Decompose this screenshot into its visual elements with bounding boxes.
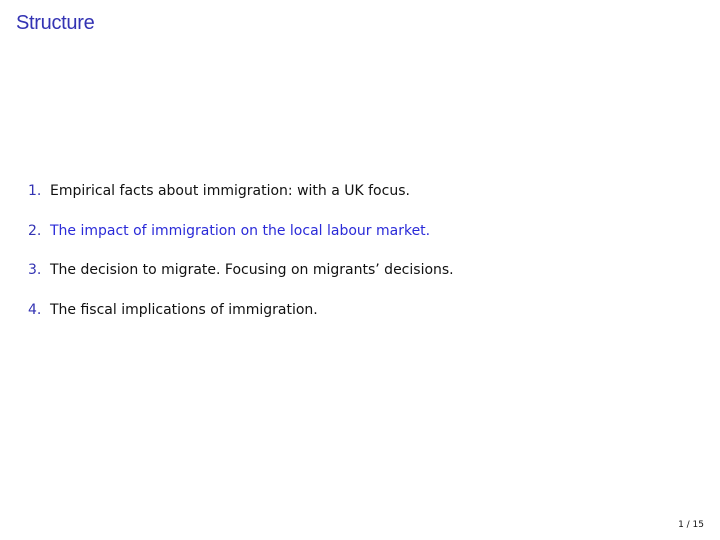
frame-title: Structure [16, 12, 95, 34]
item-text: The impact of immigration on the local labour market. [50, 222, 431, 239]
item-text: The fiscal implications of immigration. [50, 301, 318, 318]
item-number: 1. [28, 183, 42, 199]
agenda-item-4 [28, 302, 454, 342]
agenda-item-1 [28, 183, 454, 223]
item-number: 4. [28, 301, 42, 318]
item-text: The decision to migrate. Focusing on migrants’ decisions. [50, 262, 454, 278]
item-number: 2. [28, 222, 42, 239]
agenda-item-2 [28, 223, 454, 263]
agenda-list [28, 183, 454, 341]
item-number: 3. [28, 262, 42, 278]
item-text: Empirical facts about immigration: with a UK focus. [50, 183, 410, 199]
agenda-item-3 [28, 262, 454, 302]
page-number: 1 / 15 [678, 520, 704, 530]
